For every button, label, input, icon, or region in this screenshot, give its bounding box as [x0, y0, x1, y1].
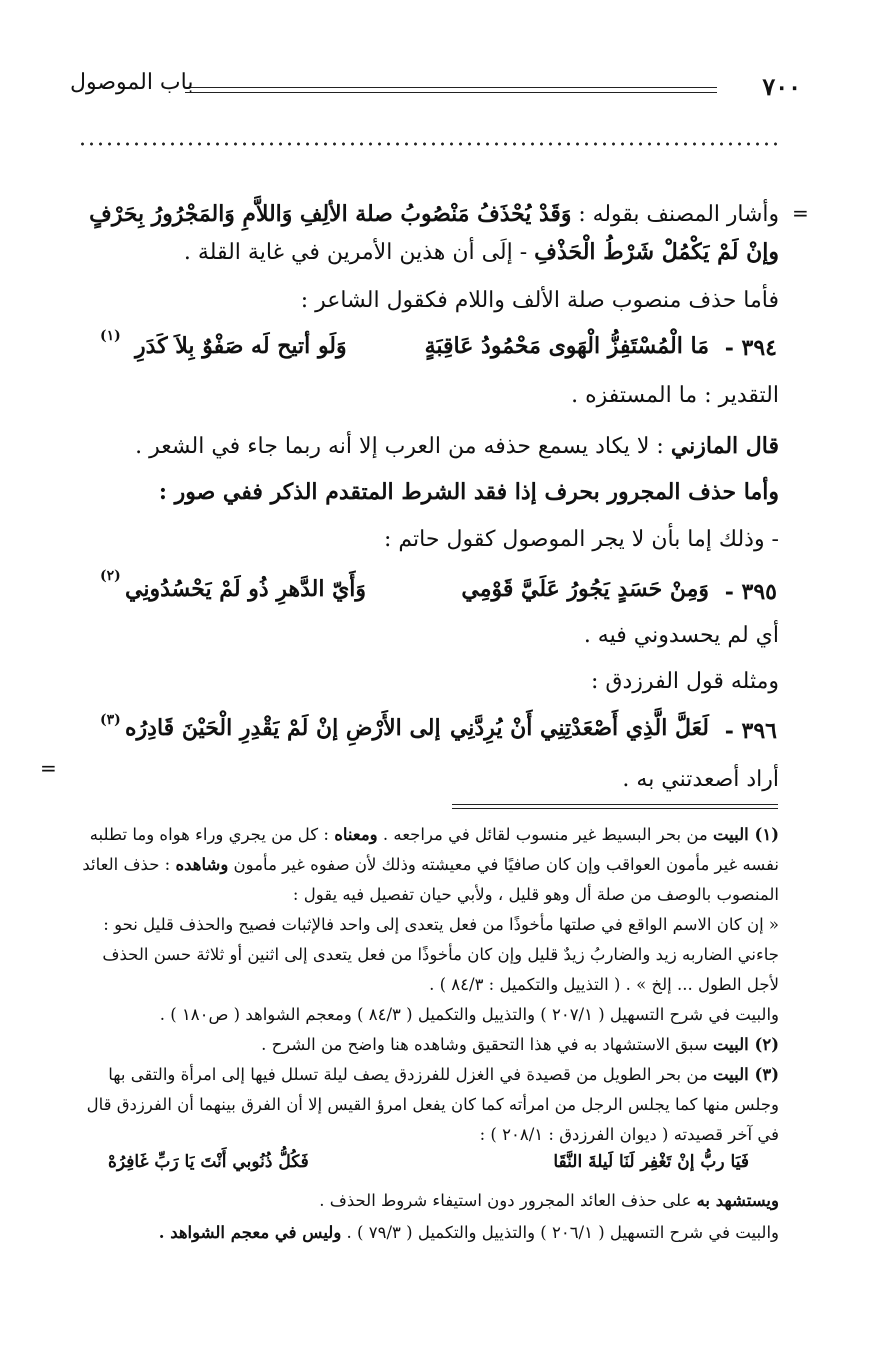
footnote-2 — [79, 1032, 779, 1058]
footnote-3-line-1 — [79, 1062, 779, 1088]
author-name: قال المازني — [670, 433, 779, 459]
footnote-text: والبيت في شرح التسهيل ( ٢٠٦/١ ) والتذييل والتكميل ( ٧٩/٣ ) . — [341, 1223, 779, 1242]
quoted-text: وإنْ لَمْ يَكْمُلْ شَرْطُ الْحَذْفِ — [534, 239, 779, 265]
body-line-2 — [89, 236, 779, 269]
header-rule-bottom — [185, 92, 717, 93]
footnote-1-line-1 — [79, 822, 779, 848]
verse-396-first-hemistich: لَعَلَّ الَّذِي أَصْعَدْتِنِي أَنْ يُرِدَّنِي — [449, 715, 709, 741]
footnote-text: من بحر البسيط غير منسوب لقائل في مراجعه . — [377, 825, 713, 844]
footnote-text: على حذف العائد المجرور دون استيفاء شروط الحذف . — [319, 1191, 697, 1210]
footnote-1-line-4: « إن كان الاسم الواقع في صلتها مأخوذًا من فعل يتعدى إلى واحد فالإثبات فصيح والحذف قليل نحو : — [103, 915, 779, 934]
footnote-1-line-7: والبيت في شرح التسهيل ( ٢٠٧/١ ) والتذييل والتكميل ( ٨٤/٣ ) ومعجم الشواهد ( ص١٨٠ ) . — [159, 1005, 779, 1024]
verse-number-395: ٣٩٥ - — [724, 579, 777, 605]
body-line-9: ومثله قول الفرزدق : — [591, 669, 779, 694]
footnote-1-line-6: لأجل الطول ... إلخ » . ( التذييل والتكميل : ٨٤/٣ ) . — [429, 975, 779, 994]
footnote-keyword: ويستشهد به — [696, 1191, 779, 1210]
body-text: : لا يكاد يسمع حذفه من العرب إلا أنه ربما جاء في الشعر . — [135, 434, 671, 459]
footnote-3-verse-first-hemistich: فَيَا ربُّ إنْ تَغْفِر لَنَا لَيلةَ النَّقَا — [553, 1152, 749, 1172]
footnote-3-line-5 — [79, 1220, 779, 1246]
footnote-ref-2: (٢) — [100, 568, 121, 584]
footnote-ref-1: (١) — [100, 328, 121, 344]
verse-number-396: ٣٩٦ - — [724, 718, 777, 744]
footnote-text: نفسه غير مأمون العواقب وإن كان صافيًا في معيشته وذلك لأن صفوه غير مأمون — [228, 855, 779, 874]
margin-mark-bottom: = — [40, 756, 57, 780]
body-line-3: فأما حذف منصوب صلة الألف واللام فكقول الشاعر : — [300, 288, 779, 313]
chapter-title: باب الموصول — [70, 70, 194, 95]
verse-395-first-hemistich: وَمِنْ حَسَدٍ يَجُورُ عَلَيَّ قَوْمِي — [461, 576, 709, 602]
footnote-keyword: وليس في معجم الشواهد . — [158, 1223, 342, 1242]
verse-394-second-hemistich: وَلَو أتيح لَه صَفْوٌ بِلاَ كَدَرِ — [135, 333, 347, 359]
body-line-7: - وذلك إما بأن لا يجر الموصول كقول حاتم : — [384, 527, 779, 552]
footnote-label: (٣) البيت — [712, 1065, 779, 1084]
header-rule-top — [185, 87, 717, 88]
page-number: ٧٠٠ — [762, 72, 801, 101]
footnote-text: سبق الاستشهاد به في هذا التحقيق وشاهده هنا واضح من الشرح . — [261, 1035, 713, 1054]
body-line-1 — [89, 198, 779, 231]
footnote-1-line-5: جاءني الضاربه زيد والضاربُ زيدٌ قليل وإن كان مأخوذًا من فعل يتعدى إلى اثنين أو ثلاثة حسن الحذف — [102, 945, 779, 964]
footnote-3-line-4 — [79, 1188, 779, 1214]
footnote-ref-3: (٣) — [100, 712, 121, 728]
verse-395-second-hemistich: وَأَيّ الدَّهرِ ذُو لَمْ يَحْسُدُونِي — [125, 576, 367, 602]
verse-number-394: ٣٩٤ - — [724, 335, 777, 361]
body-text: - إلَى أن هذين الأمرين في غاية القلة . — [183, 240, 535, 265]
footnote-separator-top — [452, 804, 778, 805]
footnote-keyword: وشاهده — [175, 855, 229, 874]
footnote-label: (٢) البيت — [712, 1035, 779, 1054]
body-line-10: أراد أصعدتني به . — [622, 767, 779, 792]
footnote-text: من بحر الطويل من قصيدة في الغزل للفرزدق يصف ليلة تسلل فيها إلى امرأة والتقى بها — [108, 1065, 713, 1084]
footnote-text: : كل من يجري وراء هواه وما تطلبه — [89, 825, 335, 844]
footnote-label: (١) البيت — [712, 825, 779, 844]
body-line-5 — [89, 430, 779, 463]
margin-mark-top: = — [792, 201, 809, 225]
body-line-8: أي لم يحسدوني فيه . — [583, 623, 779, 648]
footnote-separator-bottom — [452, 808, 778, 809]
footnote-text: : حذف العائد — [82, 855, 176, 874]
header-dotted-divider — [78, 142, 780, 146]
body-line-4: التقدير : ما المستفزه . — [571, 383, 779, 408]
footnote-3-line-2: وجلس منها كما يجلس الرجل من امرأته كما كان يفعل امرؤ القيس إلا أن الفرق بينهما أن الفرزدق قال — [86, 1095, 779, 1114]
footnote-1-line-3: المنصوب بالوصف من صلة أل وهو قليل ، ولأبي حيان تفصيل فيه يقول : — [292, 885, 779, 904]
verse-394-first-hemistich: مَا الْمُسْتَفِزُّ الْهَوى مَحْمُودُ عَاقِبَةٍ — [424, 333, 709, 359]
quoted-text: وَقَدْ يُحْذَفُ مَنْصُوبُ صلة الألِفِ وَاللاَّمِ وَالمَجْرُورُ بِحَرْفٍ — [89, 201, 572, 227]
footnote-1-line-2 — [79, 852, 779, 878]
footnote-3-line-3: في آخر قصيدته ( ديوان الفرزدق : ٢٠٨/١ ) : — [479, 1125, 779, 1144]
body-line-6: وأما حذف المجرور بحرف إذا فقد الشرط المتقدم الذكر ففي صور : — [158, 479, 779, 505]
body-text: وأشار المصنف بقوله : — [571, 202, 779, 227]
footnote-3-verse-second-hemistich: فَكُلُّ ذُنُوبي أَنْتَ يَا رَبِّ غَافِرُهْ — [108, 1152, 309, 1172]
verse-396-second-hemistich: إلى الأَرْضِ إنْ لَمْ يَقْدِرِ الْحَيْنَ قَادِرُه — [125, 715, 441, 741]
footnote-keyword: ومعناه — [334, 825, 378, 844]
